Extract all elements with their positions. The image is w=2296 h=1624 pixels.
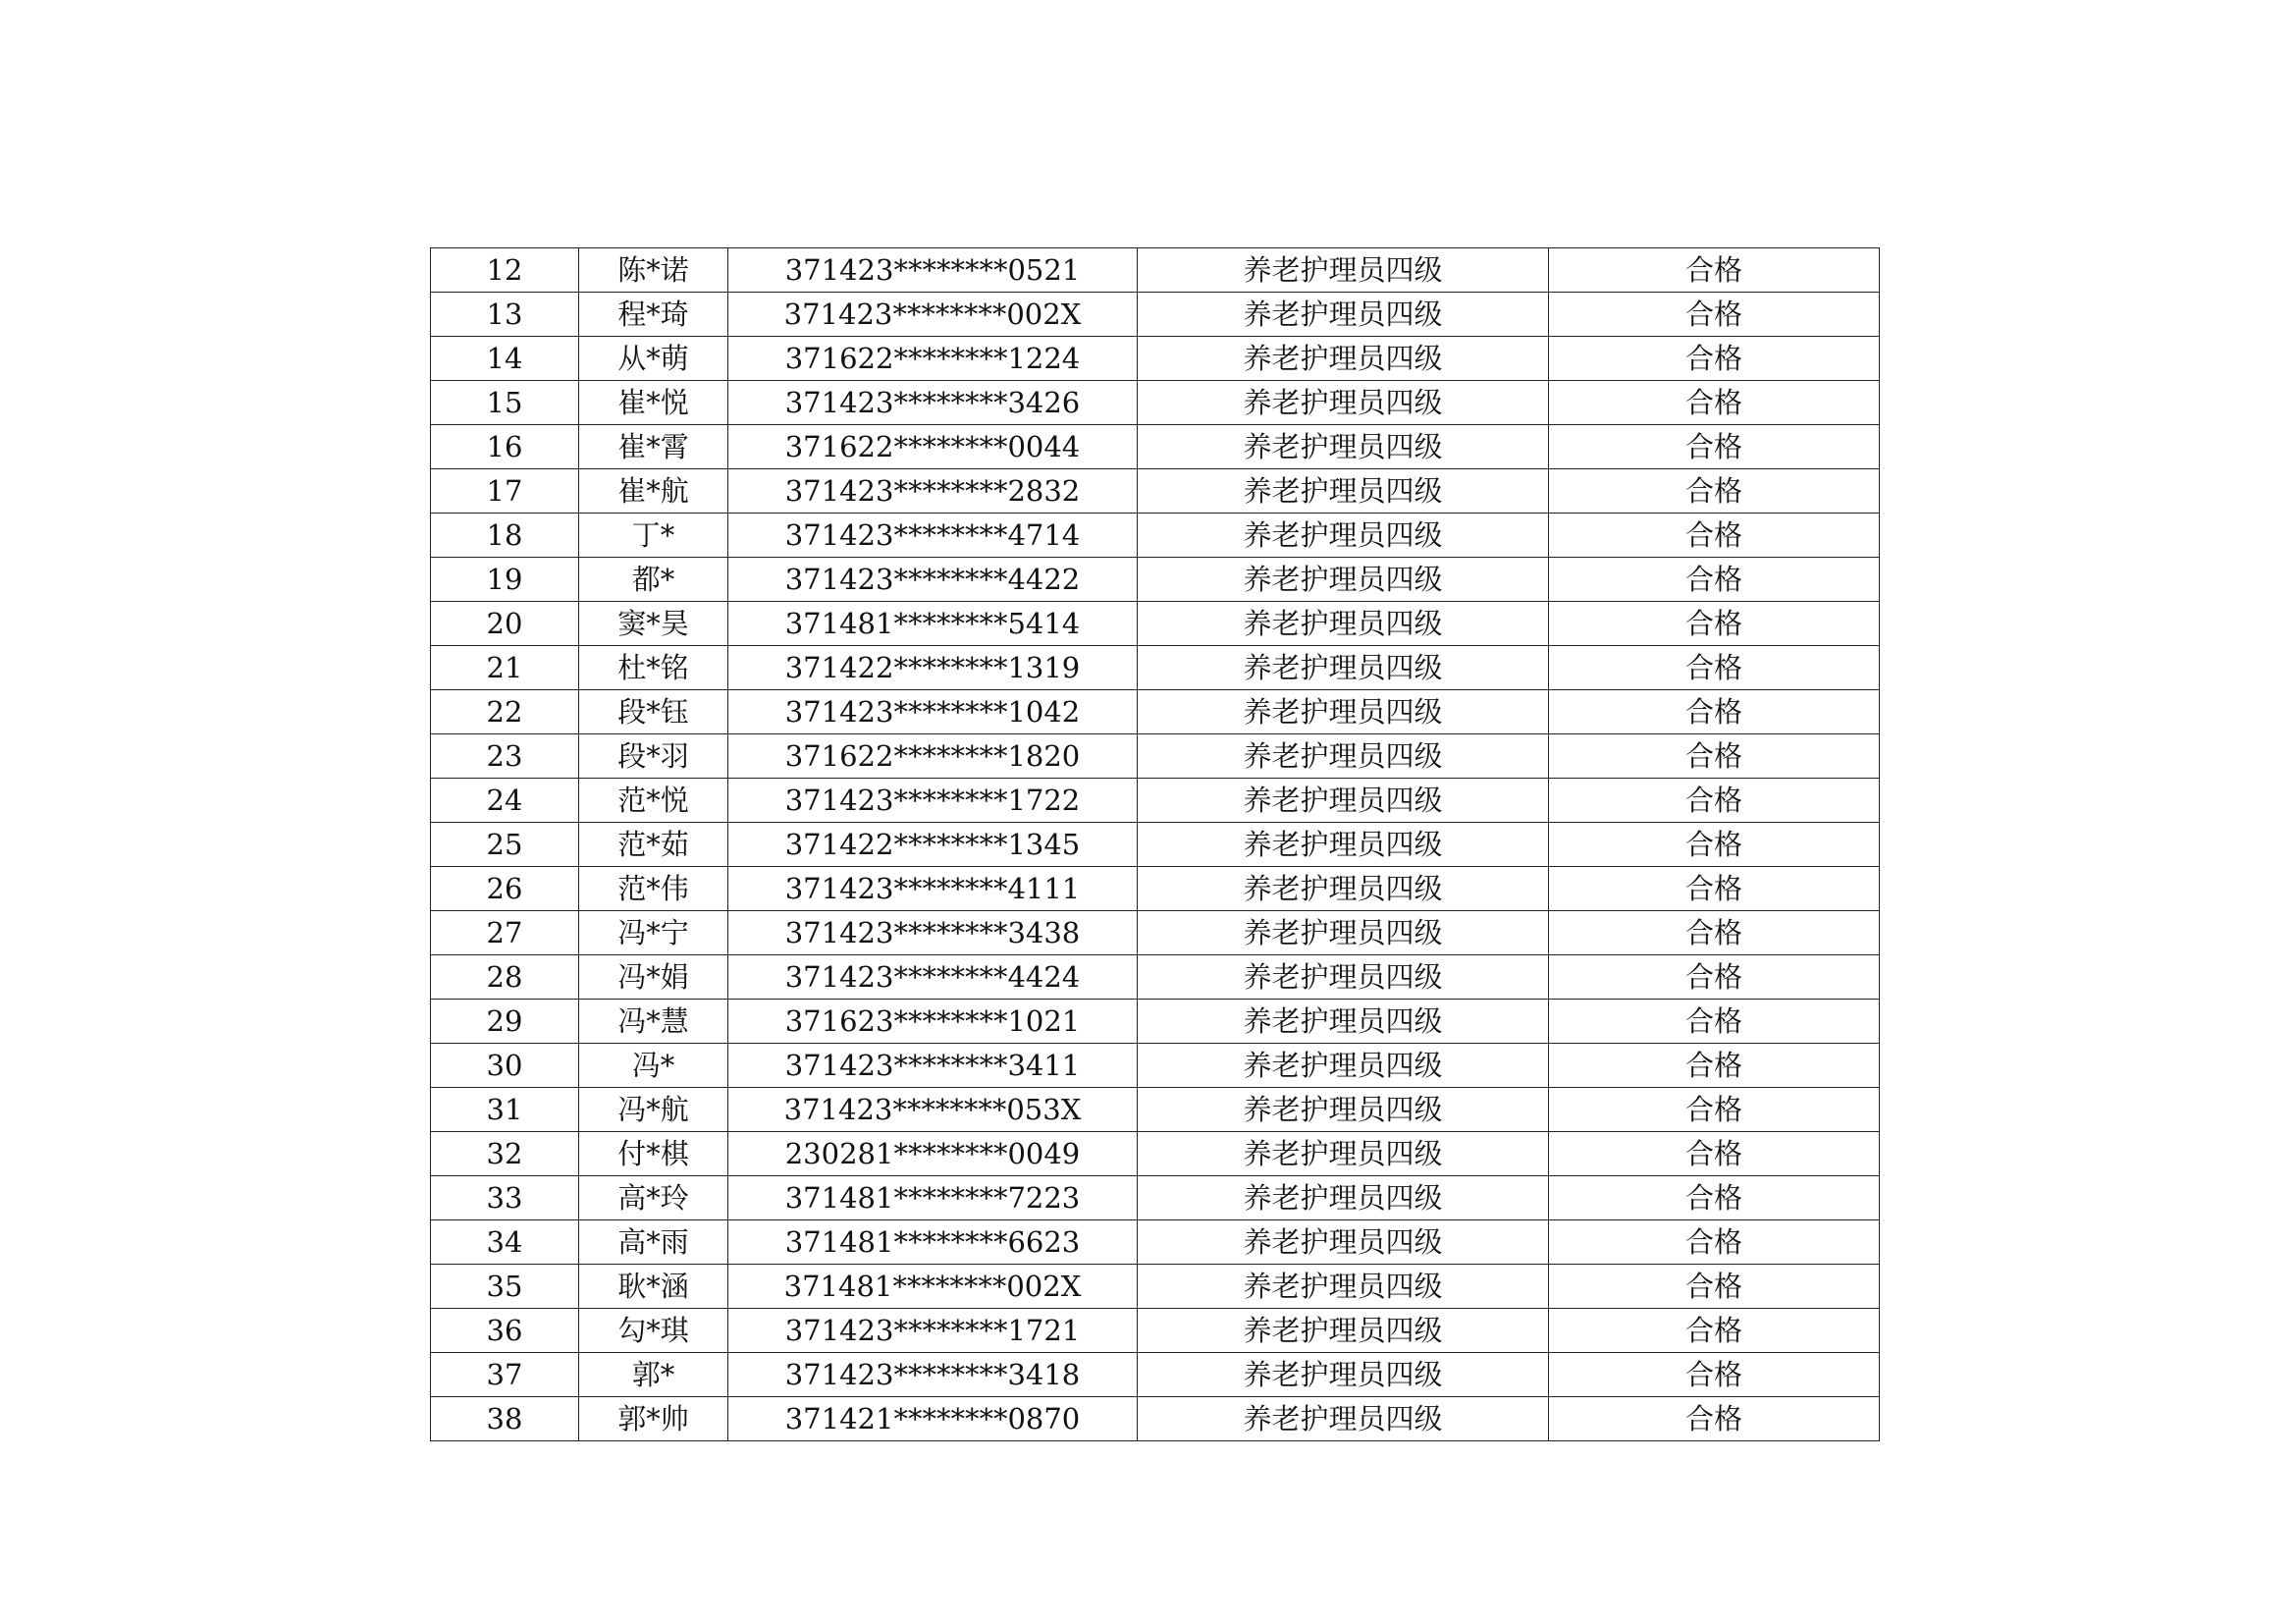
table-row (431, 1000, 1880, 1044)
name-cell: 丁* (579, 514, 728, 558)
occupation-level-cell: 养老护理员四级 (1138, 514, 1549, 558)
result-cell: 合格 (1549, 602, 1880, 646)
name-cell: 付*棋 (579, 1132, 728, 1176)
occupation-level-cell: 养老护理员四级 (1138, 469, 1549, 514)
occupation-level-cell: 养老护理员四级 (1138, 779, 1549, 823)
name-cell: 冯*慧 (579, 1000, 728, 1044)
table-row (431, 1044, 1880, 1088)
id-number-cell: 371423********4422 (728, 558, 1138, 602)
name-cell: 冯*航 (579, 1088, 728, 1132)
serial-number-cell: 26 (431, 867, 579, 911)
name-cell: 范*悦 (579, 779, 728, 823)
occupation-level-cell: 养老护理员四级 (1138, 293, 1549, 337)
serial-number-cell: 14 (431, 337, 579, 381)
result-cell: 合格 (1549, 1353, 1880, 1397)
name-cell: 耿*涵 (579, 1265, 728, 1309)
occupation-level-cell: 养老护理员四级 (1138, 425, 1549, 469)
table-row (431, 1309, 1880, 1353)
id-number-cell: 371481********6623 (728, 1220, 1138, 1265)
table-row (431, 337, 1880, 381)
occupation-level-cell: 养老护理员四级 (1138, 1353, 1549, 1397)
result-cell: 合格 (1549, 248, 1880, 293)
serial-number-cell: 30 (431, 1044, 579, 1088)
result-cell: 合格 (1549, 955, 1880, 1000)
occupation-level-cell: 养老护理员四级 (1138, 1220, 1549, 1265)
name-cell: 高*雨 (579, 1220, 728, 1265)
candidate-results-table (430, 247, 1880, 1441)
occupation-level-cell: 养老护理员四级 (1138, 1132, 1549, 1176)
occupation-level-cell: 养老护理员四级 (1138, 248, 1549, 293)
occupation-level-cell: 养老护理员四级 (1138, 381, 1549, 425)
name-cell: 冯*宁 (579, 911, 728, 955)
table-row (431, 1176, 1880, 1220)
serial-number-cell: 17 (431, 469, 579, 514)
serial-number-cell: 28 (431, 955, 579, 1000)
serial-number-cell: 32 (431, 1132, 579, 1176)
occupation-level-cell: 养老护理员四级 (1138, 1397, 1549, 1441)
result-cell: 合格 (1549, 514, 1880, 558)
serial-number-cell: 29 (431, 1000, 579, 1044)
name-cell: 高*玲 (579, 1176, 728, 1220)
name-cell: 都* (579, 558, 728, 602)
serial-number-cell: 12 (431, 248, 579, 293)
id-number-cell: 371423********3418 (728, 1353, 1138, 1397)
name-cell: 陈*诺 (579, 248, 728, 293)
result-cell: 合格 (1549, 469, 1880, 514)
result-cell: 合格 (1549, 1088, 1880, 1132)
id-number-cell: 371423********3426 (728, 381, 1138, 425)
serial-number-cell: 33 (431, 1176, 579, 1220)
occupation-level-cell: 养老护理员四级 (1138, 690, 1549, 734)
table-row (431, 469, 1880, 514)
name-cell: 窦*昊 (579, 602, 728, 646)
serial-number-cell: 22 (431, 690, 579, 734)
result-cell: 合格 (1549, 381, 1880, 425)
id-number-cell: 230281********0049 (728, 1132, 1138, 1176)
table-row (431, 293, 1880, 337)
table-row (431, 823, 1880, 867)
name-cell: 范*茹 (579, 823, 728, 867)
id-number-cell: 371421********0870 (728, 1397, 1138, 1441)
occupation-level-cell: 养老护理员四级 (1138, 1265, 1549, 1309)
id-number-cell: 371423********3438 (728, 911, 1138, 955)
occupation-level-cell: 养老护理员四级 (1138, 602, 1549, 646)
serial-number-cell: 37 (431, 1353, 579, 1397)
result-cell: 合格 (1549, 1309, 1880, 1353)
serial-number-cell: 16 (431, 425, 579, 469)
name-cell: 程*琦 (579, 293, 728, 337)
occupation-level-cell: 养老护理员四级 (1138, 558, 1549, 602)
id-number-cell: 371481********7223 (728, 1176, 1138, 1220)
result-cell: 合格 (1549, 1000, 1880, 1044)
id-number-cell: 371622********1820 (728, 734, 1138, 779)
occupation-level-cell: 养老护理员四级 (1138, 1176, 1549, 1220)
serial-number-cell: 13 (431, 293, 579, 337)
table-row (431, 1353, 1880, 1397)
occupation-level-cell: 养老护理员四级 (1138, 911, 1549, 955)
occupation-level-cell: 养老护理员四级 (1138, 646, 1549, 690)
table-row (431, 1132, 1880, 1176)
id-number-cell: 371423********002X (728, 293, 1138, 337)
result-cell: 合格 (1549, 425, 1880, 469)
table-row (431, 514, 1880, 558)
table-row (431, 248, 1880, 293)
result-cell: 合格 (1549, 823, 1880, 867)
occupation-level-cell: 养老护理员四级 (1138, 823, 1549, 867)
name-cell: 冯* (579, 1044, 728, 1088)
result-cell: 合格 (1549, 1044, 1880, 1088)
id-number-cell: 371423********3411 (728, 1044, 1138, 1088)
table-row (431, 1397, 1880, 1441)
name-cell: 段*钰 (579, 690, 728, 734)
result-cell: 合格 (1549, 337, 1880, 381)
id-number-cell: 371422********1345 (728, 823, 1138, 867)
result-cell: 合格 (1549, 1220, 1880, 1265)
name-cell: 勾*琪 (579, 1309, 728, 1353)
result-cell: 合格 (1549, 293, 1880, 337)
result-cell: 合格 (1549, 1132, 1880, 1176)
id-number-cell: 371622********0044 (728, 425, 1138, 469)
table-row (431, 911, 1880, 955)
table-body (431, 248, 1880, 1441)
table-row (431, 1088, 1880, 1132)
result-cell: 合格 (1549, 779, 1880, 823)
result-cell: 合格 (1549, 1176, 1880, 1220)
table-row (431, 1265, 1880, 1309)
serial-number-cell: 25 (431, 823, 579, 867)
table-row (431, 867, 1880, 911)
result-cell: 合格 (1549, 558, 1880, 602)
result-cell: 合格 (1549, 690, 1880, 734)
id-number-cell: 371623********1021 (728, 1000, 1138, 1044)
id-number-cell: 371423********2832 (728, 469, 1138, 514)
table-row (431, 558, 1880, 602)
serial-number-cell: 24 (431, 779, 579, 823)
occupation-level-cell: 养老护理员四级 (1138, 1000, 1549, 1044)
occupation-level-cell: 养老护理员四级 (1138, 867, 1549, 911)
id-number-cell: 371423********1721 (728, 1309, 1138, 1353)
table-row (431, 955, 1880, 1000)
occupation-level-cell: 养老护理员四级 (1138, 955, 1549, 1000)
table-row (431, 646, 1880, 690)
serial-number-cell: 21 (431, 646, 579, 690)
id-number-cell: 371423********0521 (728, 248, 1138, 293)
id-number-cell: 371423********4424 (728, 955, 1138, 1000)
table-row (431, 602, 1880, 646)
name-cell: 冯*娟 (579, 955, 728, 1000)
occupation-level-cell: 养老护理员四级 (1138, 1044, 1549, 1088)
serial-number-cell: 31 (431, 1088, 579, 1132)
id-number-cell: 371423********4714 (728, 514, 1138, 558)
table-row (431, 1220, 1880, 1265)
name-cell: 段*羽 (579, 734, 728, 779)
result-cell: 合格 (1549, 867, 1880, 911)
serial-number-cell: 38 (431, 1397, 579, 1441)
name-cell: 郭*帅 (579, 1397, 728, 1441)
table-row (431, 779, 1880, 823)
id-number-cell: 371422********1319 (728, 646, 1138, 690)
table-row (431, 381, 1880, 425)
id-number-cell: 371423********053X (728, 1088, 1138, 1132)
id-number-cell: 371481********002X (728, 1265, 1138, 1309)
result-cell: 合格 (1549, 1397, 1880, 1441)
serial-number-cell: 19 (431, 558, 579, 602)
occupation-level-cell: 养老护理员四级 (1138, 337, 1549, 381)
result-cell: 合格 (1549, 646, 1880, 690)
id-number-cell: 371423********4111 (728, 867, 1138, 911)
name-cell: 范*伟 (579, 867, 728, 911)
id-number-cell: 371423********1722 (728, 779, 1138, 823)
name-cell: 郭* (579, 1353, 728, 1397)
serial-number-cell: 23 (431, 734, 579, 779)
table-row (431, 690, 1880, 734)
table-row (431, 425, 1880, 469)
serial-number-cell: 18 (431, 514, 579, 558)
serial-number-cell: 27 (431, 911, 579, 955)
serial-number-cell: 34 (431, 1220, 579, 1265)
table-row (431, 734, 1880, 779)
serial-number-cell: 36 (431, 1309, 579, 1353)
serial-number-cell: 20 (431, 602, 579, 646)
name-cell: 崔*航 (579, 469, 728, 514)
name-cell: 从*萌 (579, 337, 728, 381)
result-cell: 合格 (1549, 1265, 1880, 1309)
id-number-cell: 371622********1224 (728, 337, 1138, 381)
result-cell: 合格 (1549, 911, 1880, 955)
id-number-cell: 371423********1042 (728, 690, 1138, 734)
occupation-level-cell: 养老护理员四级 (1138, 1088, 1549, 1132)
id-number-cell: 371481********5414 (728, 602, 1138, 646)
occupation-level-cell: 养老护理员四级 (1138, 1309, 1549, 1353)
name-cell: 杜*铭 (579, 646, 728, 690)
name-cell: 崔*悦 (579, 381, 728, 425)
serial-number-cell: 35 (431, 1265, 579, 1309)
result-cell: 合格 (1549, 734, 1880, 779)
occupation-level-cell: 养老护理员四级 (1138, 734, 1549, 779)
name-cell: 崔*霄 (579, 425, 728, 469)
serial-number-cell: 15 (431, 381, 579, 425)
